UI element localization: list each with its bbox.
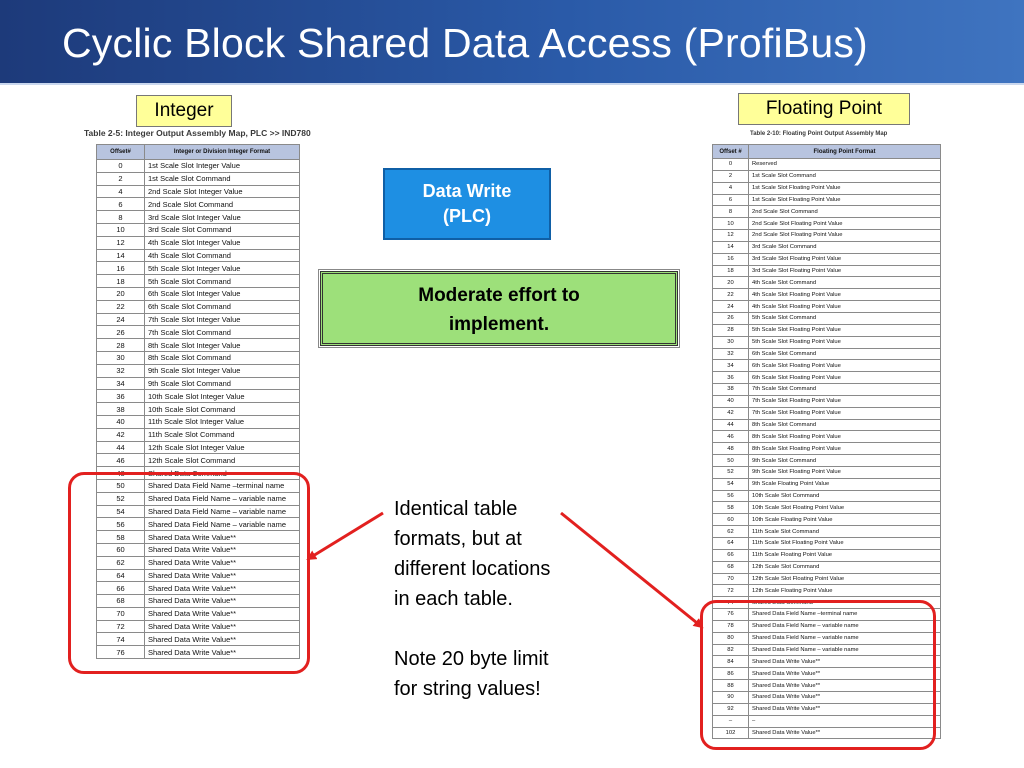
format-cell: Shared Data Write Value** <box>145 531 300 544</box>
table-row <box>97 198 300 211</box>
table-row <box>97 454 300 467</box>
table-row <box>713 336 941 348</box>
offset-cell: 36 <box>97 390 145 403</box>
offset-cell: 62 <box>713 526 749 538</box>
format-cell: Shared Data Write Value** <box>749 656 941 668</box>
format-cell: Shared Data Write Value** <box>145 595 300 608</box>
table-header-format: Floating Point Format <box>749 145 941 159</box>
table-row <box>713 407 941 419</box>
offset-cell: 62 <box>97 556 145 569</box>
format-cell: 11th Scale Slot Integer Value <box>145 415 300 428</box>
floating-point-label: Floating Point <box>738 93 910 125</box>
note-spacer <box>394 614 604 644</box>
integer-highlight-oval <box>68 472 310 674</box>
offset-cell: 16 <box>97 262 145 275</box>
title-bar <box>0 0 1024 85</box>
table-row <box>97 428 300 441</box>
offset-cell: 14 <box>97 249 145 262</box>
format-cell: 3rd Scale Slot Command <box>145 223 300 236</box>
format-cell: 6th Scale Slot Command <box>749 348 941 360</box>
format-cell: 5th Scale Slot Command <box>749 312 941 324</box>
table-row <box>97 236 300 249</box>
offset-cell: 20 <box>97 287 145 300</box>
offset-cell: 64 <box>713 538 749 550</box>
offset-cell: 12 <box>713 230 749 242</box>
offset-cell: 56 <box>97 518 145 531</box>
table-row <box>713 538 941 550</box>
format-cell: 7th Scale Slot Command <box>145 326 300 339</box>
format-cell: 7th Scale Slot Integer Value <box>145 313 300 326</box>
format-cell: 3rd Scale Slot Command <box>749 241 941 253</box>
table-header-format: Integer or Division Integer Format <box>145 145 300 160</box>
format-cell: 2nd Scale Slot Command <box>145 198 300 211</box>
effort-line1: Moderate effort to <box>418 285 580 306</box>
offset-cell: 74 <box>97 633 145 646</box>
format-cell: 9th Scale Slot Command <box>145 377 300 390</box>
format-cell: 11th Scale Slot Floating Point Value <box>749 538 941 550</box>
format-cell: – <box>749 715 941 727</box>
offset-cell: 30 <box>97 351 145 364</box>
format-cell: Shared Data Write Value** <box>145 582 300 595</box>
table-row <box>713 265 941 277</box>
format-cell: 12th Scale Slot Floating Point Value <box>749 573 941 585</box>
format-cell: Shared Data Write Value** <box>749 668 941 680</box>
offset-cell: 46 <box>97 454 145 467</box>
format-cell: 12th Scale Slot Command <box>145 454 300 467</box>
offset-cell: 34 <box>97 377 145 390</box>
integer-label: Integer <box>136 95 232 127</box>
offset-cell: 52 <box>97 492 145 505</box>
table-row <box>713 573 941 585</box>
table-row <box>713 514 941 526</box>
offset-cell: 38 <box>713 384 749 396</box>
offset-cell: 90 <box>713 691 749 703</box>
format-cell: Shared Data Field Name – variable name <box>749 644 941 656</box>
note-text <box>394 494 604 704</box>
table-row <box>97 262 300 275</box>
offset-cell: 30 <box>713 336 749 348</box>
format-cell: 7th Scale Slot Command <box>749 384 941 396</box>
offset-cell: 70 <box>97 607 145 620</box>
offset-cell: 36 <box>713 372 749 384</box>
offset-cell: 42 <box>713 407 749 419</box>
offset-cell: 2 <box>97 172 145 185</box>
offset-cell: 12 <box>97 236 145 249</box>
table-header-offset: Offset # <box>713 145 749 159</box>
note-line: formats, but at <box>394 528 522 550</box>
format-cell: 1st Scale Slot Floating Point Value <box>749 194 941 206</box>
offset-cell: 60 <box>97 543 145 556</box>
format-cell: Shared Data Field Name – variable name <box>145 518 300 531</box>
format-cell: 9th Scale Floating Point Value <box>749 478 941 490</box>
offset-cell: 60 <box>713 514 749 526</box>
format-cell: 1st Scale Slot Floating Point Value <box>749 182 941 194</box>
format-cell: 11th Scale Slot Command <box>145 428 300 441</box>
format-cell: 12th Scale Slot Integer Value <box>145 441 300 454</box>
format-cell: 7th Scale Slot Floating Point Value <box>749 407 941 419</box>
data-write-line1: Data Write <box>422 181 512 201</box>
offset-cell: 6 <box>713 194 749 206</box>
table-row <box>713 253 941 265</box>
format-cell: 10th Scale Slot Integer Value <box>145 390 300 403</box>
table-row <box>97 326 300 339</box>
table-row <box>97 313 300 326</box>
offset-cell: – <box>713 715 749 727</box>
table-row <box>713 301 941 313</box>
format-cell: 12th Scale Slot Command <box>749 561 941 573</box>
offset-cell: 18 <box>713 265 749 277</box>
table-row <box>97 275 300 288</box>
format-cell: 4th Scale Slot Floating Point Value <box>749 301 941 313</box>
table-row <box>97 211 300 224</box>
format-cell: 9th Scale Slot Command <box>749 455 941 467</box>
table-row <box>713 289 941 301</box>
format-cell: Shared Data Field Name – variable name <box>749 632 941 644</box>
offset-cell: 84 <box>713 656 749 668</box>
integer-table-caption: Table 2-5: Integer Output Assembly Map, PLC >> IND780 <box>84 128 311 138</box>
table-row <box>713 395 941 407</box>
table-row <box>97 287 300 300</box>
offset-cell: 80 <box>713 632 749 644</box>
offset-cell: 66 <box>713 549 749 561</box>
format-cell: 8th Scale Slot Floating Point Value <box>749 431 941 443</box>
offset-cell: 48 <box>97 467 145 480</box>
format-cell: 2nd Scale Slot Floating Point Value <box>749 218 941 230</box>
format-cell: 9th Scale Slot Integer Value <box>145 364 300 377</box>
offset-cell: 92 <box>713 703 749 715</box>
offset-cell: 26 <box>713 312 749 324</box>
note-line: Note 20 byte limit <box>394 648 549 670</box>
format-cell: 2nd Scale Slot Command <box>749 206 941 218</box>
offset-cell: 102 <box>713 727 749 739</box>
format-cell: 4th Scale Slot Command <box>749 277 941 289</box>
table-row <box>713 419 941 431</box>
format-cell: Shared Data Field Name – variable name <box>145 505 300 518</box>
format-cell: Shared Data Write Value** <box>145 556 300 569</box>
offset-cell: 48 <box>713 443 749 455</box>
format-cell: 10th Scale Slot Command <box>145 403 300 416</box>
table-row <box>713 230 941 242</box>
offset-cell: 56 <box>713 490 749 502</box>
table-row <box>713 159 941 171</box>
format-cell: 3rd Scale Slot Floating Point Value <box>749 265 941 277</box>
offset-cell: 82 <box>713 644 749 656</box>
format-cell: Shared Data Field Name – variable name <box>145 492 300 505</box>
format-cell: 9th Scale Slot Floating Point Value <box>749 466 941 478</box>
offset-cell: 68 <box>97 595 145 608</box>
offset-cell: 78 <box>713 620 749 632</box>
table-row <box>713 372 941 384</box>
table-row <box>97 351 300 364</box>
offset-cell: 8 <box>97 211 145 224</box>
offset-cell: 54 <box>97 505 145 518</box>
offset-cell: 40 <box>713 395 749 407</box>
fp-highlight-oval <box>700 600 936 750</box>
format-cell: 2nd Scale Slot Integer Value <box>145 185 300 198</box>
format-cell: 1st Scale Slot Command <box>749 170 941 182</box>
offset-cell: 72 <box>97 620 145 633</box>
data-write-box <box>383 168 551 240</box>
effort-box <box>320 271 678 346</box>
offset-cell: 0 <box>713 159 749 171</box>
format-cell: 8th Scale Slot Command <box>145 351 300 364</box>
format-cell: 6th Scale Slot Integer Value <box>145 287 300 300</box>
table-row <box>713 360 941 372</box>
offset-cell: 58 <box>97 531 145 544</box>
offset-cell: 38 <box>97 403 145 416</box>
format-cell: 5th Scale Slot Command <box>145 275 300 288</box>
note-line: Identical table <box>394 498 518 520</box>
note-line: different locations <box>394 558 551 580</box>
format-cell: Shared Data Command <box>145 467 300 480</box>
effort-line2: implement. <box>448 314 550 335</box>
table-row <box>97 185 300 198</box>
table-row <box>713 443 941 455</box>
format-cell: Shared Data Write Value** <box>145 569 300 582</box>
table-row <box>97 339 300 352</box>
format-cell: 10th Scale Slot Command <box>749 490 941 502</box>
offset-cell: 44 <box>97 441 145 454</box>
offset-cell: 22 <box>713 289 749 301</box>
offset-cell: 72 <box>713 585 749 597</box>
offset-cell: 14 <box>713 241 749 253</box>
table-row <box>713 348 941 360</box>
offset-cell: 2 <box>713 170 749 182</box>
offset-cell: 34 <box>713 360 749 372</box>
format-cell: 5th Scale Slot Floating Point Value <box>749 324 941 336</box>
format-cell: 6th Scale Slot Floating Point Value <box>749 372 941 384</box>
table-row <box>97 403 300 416</box>
table-row <box>713 526 941 538</box>
format-cell: Shared Data Write Value** <box>145 607 300 620</box>
format-cell: 7th Scale Slot Floating Point Value <box>749 395 941 407</box>
offset-cell: 32 <box>97 364 145 377</box>
format-cell: 4th Scale Slot Command <box>145 249 300 262</box>
table-row <box>713 206 941 218</box>
format-cell: 10th Scale Floating Point Value <box>749 514 941 526</box>
offset-cell: 46 <box>713 431 749 443</box>
table-row <box>97 415 300 428</box>
offset-cell: 10 <box>97 223 145 236</box>
table-row <box>97 390 300 403</box>
format-cell: Reserved <box>749 159 941 171</box>
format-cell: Shared Data Write Value** <box>749 703 941 715</box>
format-cell: 1st Scale Slot Command <box>145 172 300 185</box>
format-cell: 4th Scale Slot Integer Value <box>145 236 300 249</box>
format-cell: 4th Scale Slot Floating Point Value <box>749 289 941 301</box>
arrow-to-integer-table <box>308 513 383 559</box>
data-write-line2: (PLC) <box>443 206 491 226</box>
offset-cell: 16 <box>713 253 749 265</box>
format-cell: Shared Data Field Name –terminal name <box>749 609 941 621</box>
format-cell: 6th Scale Slot Command <box>145 300 300 313</box>
format-cell: 10th Scale Slot Floating Point Value <box>749 502 941 514</box>
offset-cell: 76 <box>97 646 145 659</box>
offset-cell: 86 <box>713 668 749 680</box>
format-cell: 2nd Scale Slot Floating Point Value <box>749 230 941 242</box>
table-row <box>713 277 941 289</box>
table-row <box>713 182 941 194</box>
offset-cell: 24 <box>713 301 749 313</box>
offset-cell: 74 <box>713 597 749 609</box>
format-cell: Shared Data Write Value** <box>749 680 941 692</box>
format-cell: 11th Scale Floating Point Value <box>749 549 941 561</box>
offset-cell: 4 <box>97 185 145 198</box>
offset-cell: 32 <box>713 348 749 360</box>
offset-cell: 52 <box>713 466 749 478</box>
format-cell: Shared Data Write Value** <box>749 727 941 739</box>
offset-cell: 70 <box>713 573 749 585</box>
table-row <box>713 312 941 324</box>
table-row <box>713 502 941 514</box>
table-row <box>713 490 941 502</box>
offset-cell: 10 <box>713 218 749 230</box>
table-row <box>97 364 300 377</box>
format-cell: 8th Scale Slot Floating Point Value <box>749 443 941 455</box>
format-cell: 8th Scale Slot Command <box>749 419 941 431</box>
format-cell: Shared Data Write Value** <box>145 633 300 646</box>
table-row <box>97 441 300 454</box>
note-line: for string values! <box>394 678 541 700</box>
offset-cell: 64 <box>97 569 145 582</box>
format-cell: 12th Scale Floating Point Value <box>749 585 941 597</box>
offset-cell: 50 <box>713 455 749 467</box>
offset-cell: 42 <box>97 428 145 441</box>
format-cell: 3rd Scale Slot Floating Point Value <box>749 253 941 265</box>
table-row <box>713 194 941 206</box>
format-cell: 6th Scale Slot Floating Point Value <box>749 360 941 372</box>
table-row <box>713 561 941 573</box>
format-cell: Shared Data Write Value** <box>145 620 300 633</box>
format-cell: 3rd Scale Slot Integer Value <box>145 211 300 224</box>
table-row <box>713 455 941 467</box>
table-row <box>97 300 300 313</box>
table-row <box>97 249 300 262</box>
table-row <box>713 585 941 597</box>
format-cell: Shared Data Field Name –terminal name <box>145 479 300 492</box>
table-row <box>97 160 300 173</box>
offset-cell: 24 <box>97 313 145 326</box>
offset-cell: 6 <box>97 198 145 211</box>
format-cell: Shared Data Write Value** <box>145 543 300 556</box>
offset-cell: 28 <box>97 339 145 352</box>
table-row <box>713 466 941 478</box>
table-row <box>713 241 941 253</box>
format-cell: Shared Data Write Value** <box>749 691 941 703</box>
offset-cell: 50 <box>97 479 145 492</box>
format-cell: 5th Scale Slot Integer Value <box>145 262 300 275</box>
offset-cell: 76 <box>713 609 749 621</box>
table-row <box>713 324 941 336</box>
table-row <box>713 478 941 490</box>
table-row <box>713 170 941 182</box>
offset-cell: 28 <box>713 324 749 336</box>
offset-cell: 18 <box>97 275 145 288</box>
offset-cell: 68 <box>713 561 749 573</box>
offset-cell: 40 <box>97 415 145 428</box>
table-row <box>713 431 941 443</box>
offset-cell: 54 <box>713 478 749 490</box>
fp-table-caption: Table 2-10: Floating Point Output Assembly Map <box>750 131 888 137</box>
offset-cell: 66 <box>97 582 145 595</box>
format-cell: 5th Scale Slot Floating Point Value <box>749 336 941 348</box>
table-header-offset: Offset# <box>97 145 145 160</box>
table-row <box>97 172 300 185</box>
offset-cell: 44 <box>713 419 749 431</box>
offset-cell: 22 <box>97 300 145 313</box>
format-cell: 1st Scale Slot Integer Value <box>145 160 300 173</box>
table-row <box>713 218 941 230</box>
note-line: in each table. <box>394 588 513 610</box>
offset-cell: 20 <box>713 277 749 289</box>
offset-cell: 88 <box>713 680 749 692</box>
table-row <box>713 384 941 396</box>
offset-cell: 8 <box>713 206 749 218</box>
offset-cell: 58 <box>713 502 749 514</box>
format-cell: 11th Scale Slot Command <box>749 526 941 538</box>
format-cell: Shared Data Field Name – variable name <box>749 620 941 632</box>
format-cell: Shared Data Command <box>749 597 941 609</box>
format-cell: Shared Data Write Value** <box>145 646 300 659</box>
offset-cell: 4 <box>713 182 749 194</box>
table-row <box>713 549 941 561</box>
table-row <box>97 377 300 390</box>
table-row <box>97 223 300 236</box>
offset-cell: 26 <box>97 326 145 339</box>
format-cell: 8th Scale Slot Integer Value <box>145 339 300 352</box>
page-title: Cyclic Block Shared Data Access (ProfiBus) <box>62 20 868 66</box>
offset-cell: 0 <box>97 160 145 173</box>
